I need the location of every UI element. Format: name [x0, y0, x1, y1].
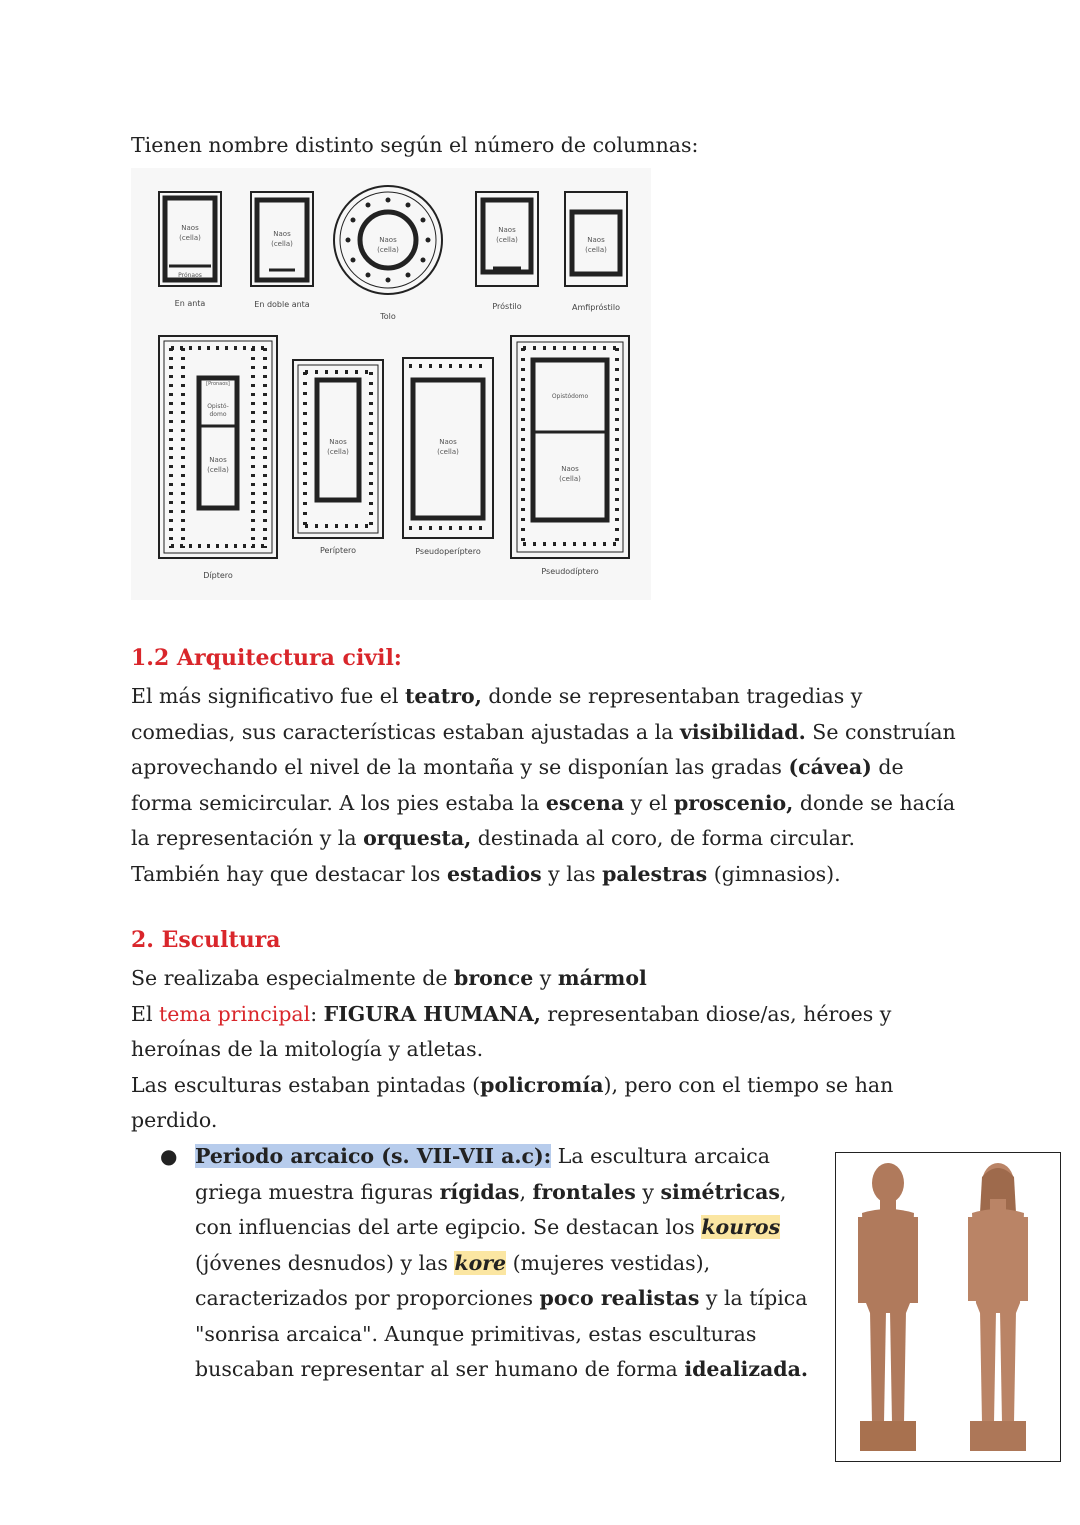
plan-label: Opistódomo: [551, 393, 589, 400]
civil-paragraph: El más significativo fue el teatro, donde se representaban tragedias y comedias, sus características estaban ajustadas a la visibilidad. Se construían aprovechando el nivel de la montaña y se disponían las gradas (cávea) de forma semicircular. A los pies estaba la escena y el proscenio, donde se hacía la representación y la orquesta, destinada al coro, de forma circular. También hay que destacar los estadios y las palestras (gimnasios).: [131, 684, 956, 886]
plan-label: Díptero: [203, 571, 233, 580]
plan-label: Prónaos: [178, 272, 202, 279]
temple-plans-diagram: [131, 168, 651, 600]
plan-label: Próstilo: [492, 302, 522, 311]
plan-en-doble-anta: [251, 192, 313, 309]
plan-label: Naos: [209, 456, 227, 464]
intro-text: Tienen nombre distinto según el número de columnas:: [131, 133, 699, 157]
plan-label: Naos: [498, 226, 516, 234]
plan-label: Pseudoperíptero: [415, 547, 481, 556]
plan-label: (cella): [377, 246, 399, 254]
arcaico-list-item: ● Periodo arcaico (s. VII-VII a.c): La escultura arcaica griega muestra figuras rígidas, frontales y simétricas, con influencias del arte egipcio. Se destacan los kouros (jóvenes desnudos) y las kore (mujeres vestidas), caracterizados por proporciones poco realistas y la típica "sonrisa arcaica". Aunque primitivas, estas esculturas buscaban representar al ser humano de forma idealizada.: [160, 1139, 810, 1388]
plan-label: En anta: [174, 299, 206, 308]
plan-label: (cella): [271, 240, 293, 248]
plan-label: (cella): [559, 475, 581, 483]
escultura-paragraph: Se realizaba especialmente de bronce y mármol El tema principal: FIGURA HUMANA, representaban diose/as, héroes y heroínas de la mitología y atletas. Las esculturas estaban pintadas (policromía), pero con el tiempo se han perdido.: [131, 966, 894, 1132]
plan-label: (cella): [179, 234, 201, 242]
plan-pseudodiptero: [511, 336, 629, 576]
plan-label: Naos: [439, 438, 457, 446]
plan-label: Tolo: [380, 312, 396, 321]
plan-label: (cella): [207, 466, 229, 474]
plan-label: (cella): [437, 448, 459, 456]
plan-label: Opistó-: [207, 403, 229, 410]
plan-diptero: [159, 336, 277, 580]
plan-en-anta: [159, 192, 221, 308]
escultura-heading: 2. Escultura: [131, 927, 281, 953]
plan-label: Amfipróstilo: [571, 303, 621, 312]
plan-label: Naos: [181, 224, 199, 232]
plan-label: Períptero: [319, 546, 357, 555]
plan-label: Naos: [329, 438, 347, 446]
plan-label: Naos: [273, 230, 291, 238]
plan-amfiprostilo: [565, 192, 627, 312]
plan-periptero: [293, 360, 383, 555]
plan-label: Pseudodíptero: [541, 567, 599, 576]
civil-heading: 1.2 Arquitectura civil:: [131, 645, 402, 671]
plan-label: Naos: [587, 236, 605, 244]
plan-label: (cella): [327, 448, 349, 456]
plan-label: domo: [209, 411, 227, 418]
plan-label: (cella): [585, 246, 607, 254]
plan-prostilo: [476, 192, 538, 311]
plan-label: En doble anta: [254, 300, 310, 309]
plan-tolo: [334, 186, 442, 321]
bullet-icon: ●: [160, 1144, 178, 1168]
kouros-photo: [835, 1152, 1061, 1462]
plan-label: Naos: [379, 236, 397, 244]
plan-label: (cella): [496, 236, 518, 244]
plan-label: [Pronaos]: [206, 381, 230, 387]
plan-label: Naos: [561, 465, 579, 473]
plan-pseudoperiptero: [403, 358, 493, 556]
